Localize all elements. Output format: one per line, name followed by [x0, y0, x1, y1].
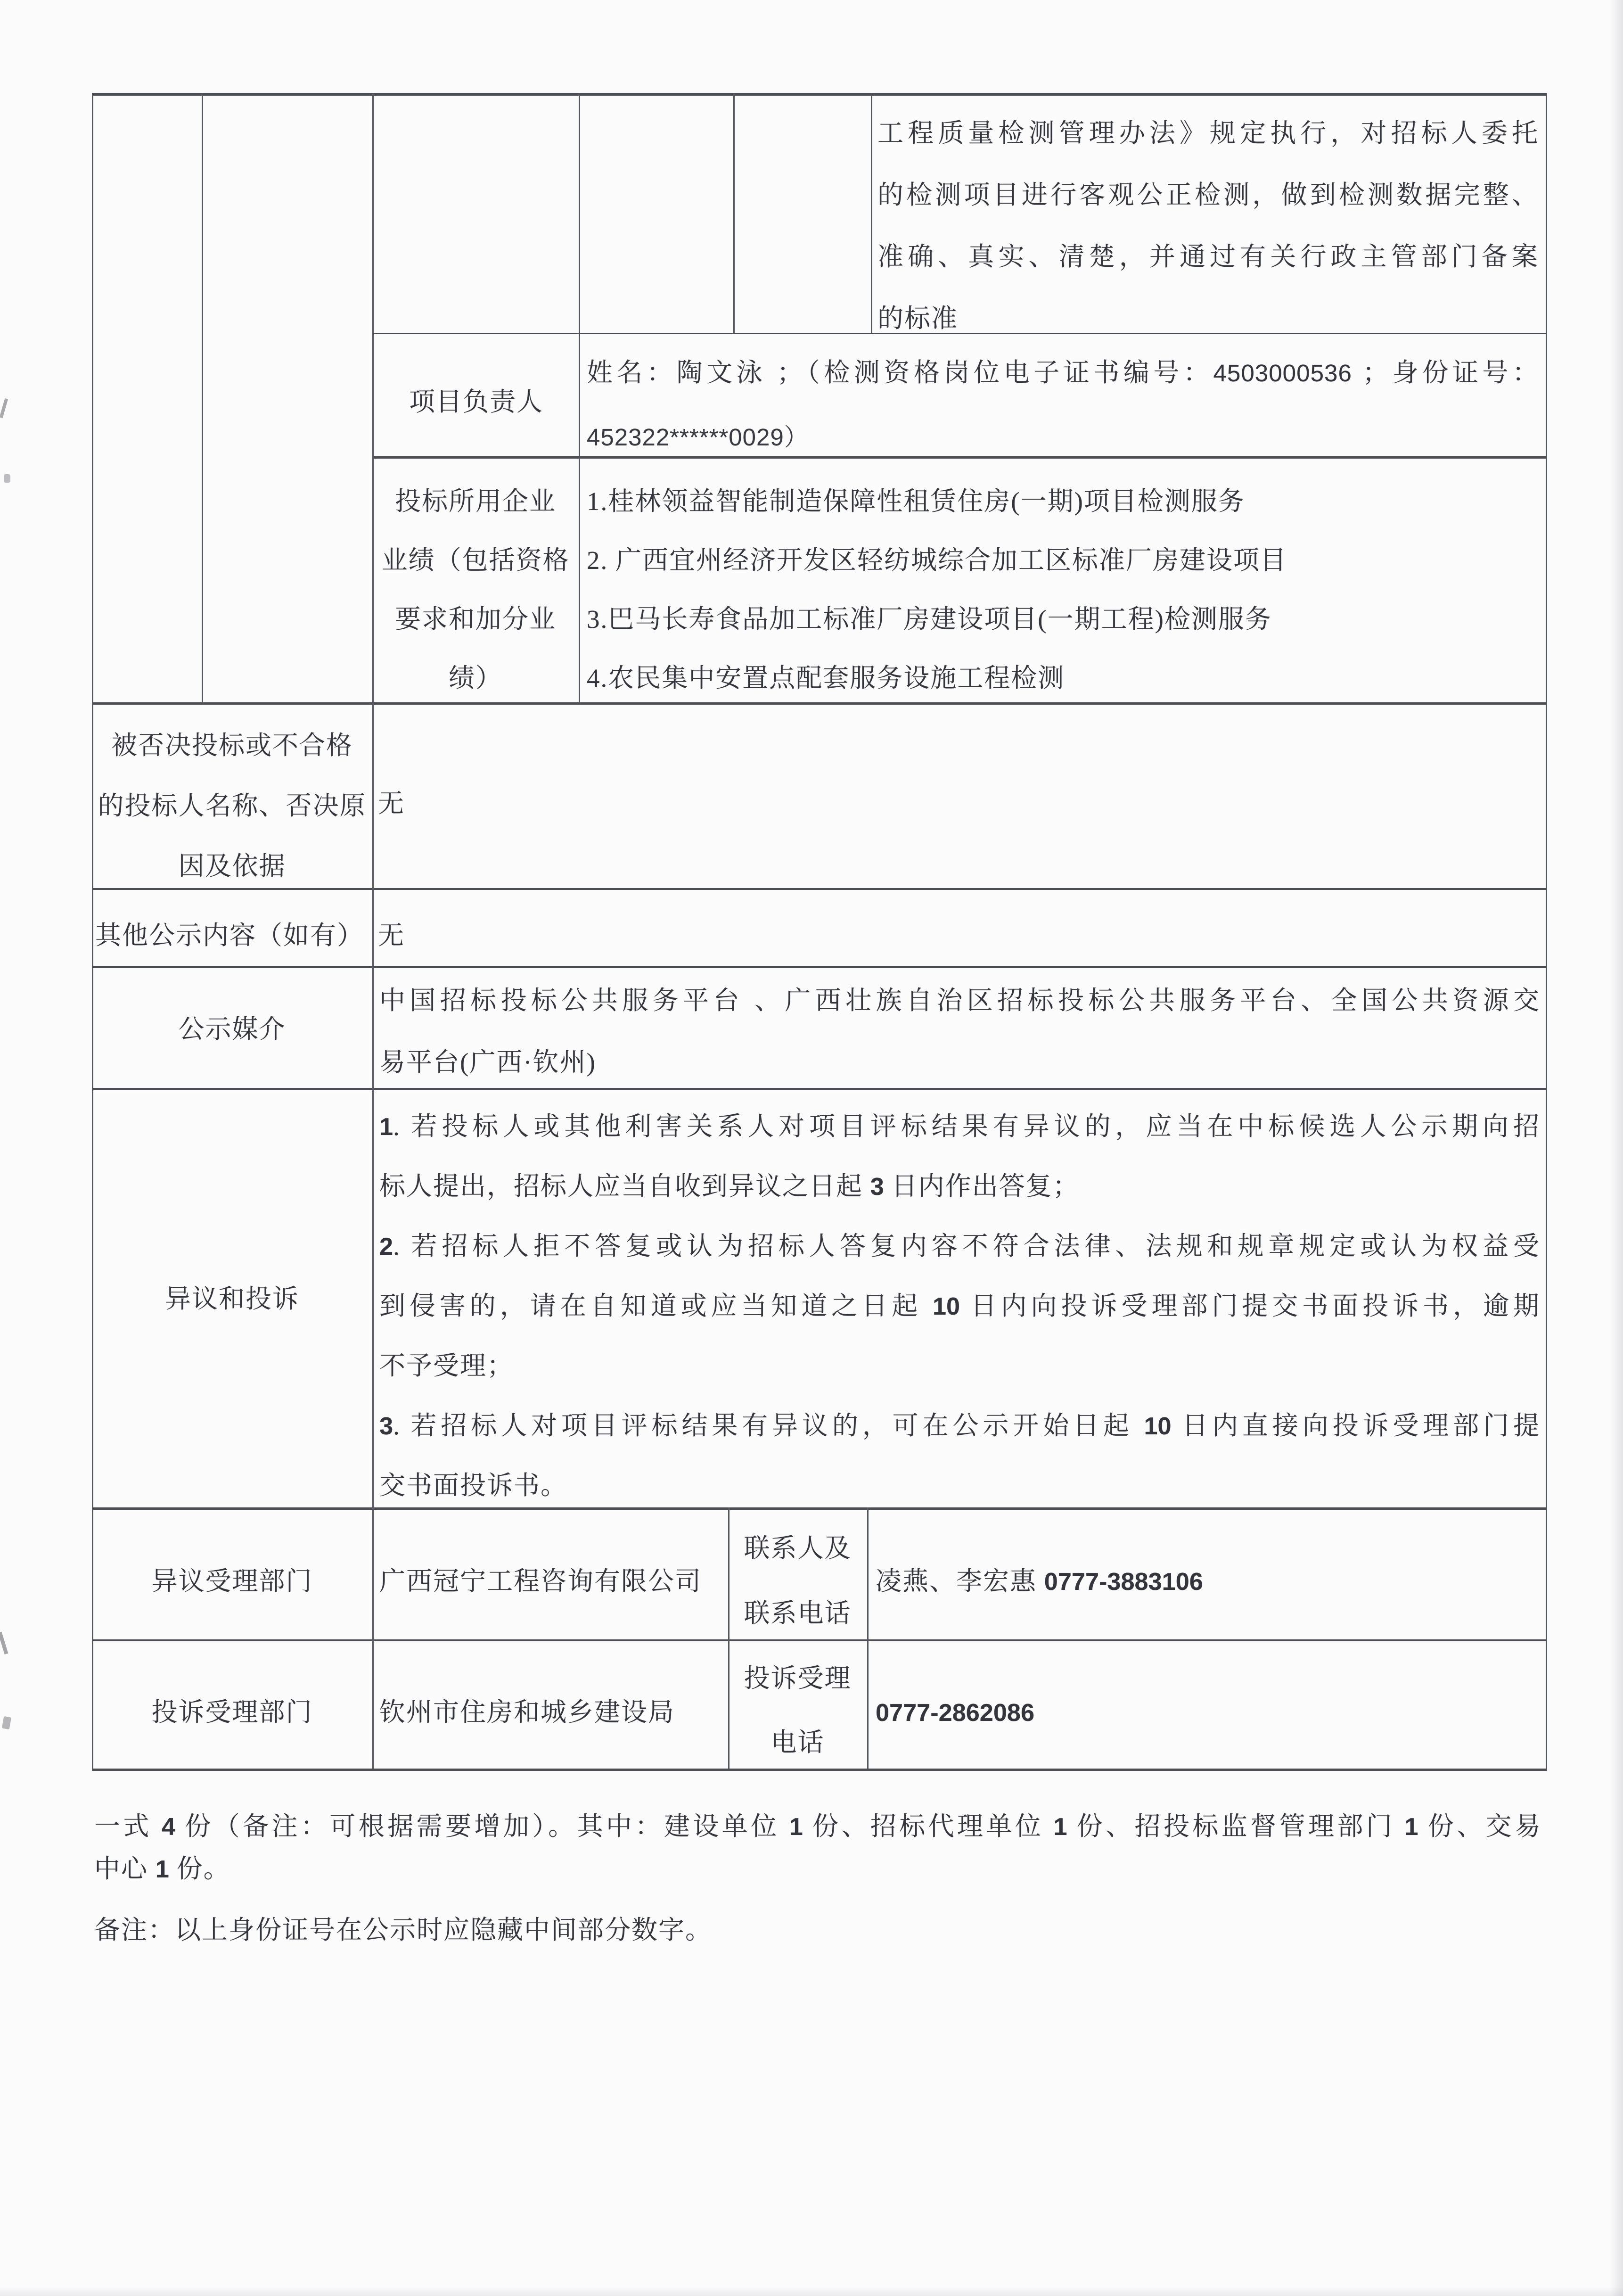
table-line-bottom	[92, 1769, 1546, 1771]
table-line-top	[92, 93, 1546, 96]
performance-label-line: 投标所用企业	[394, 487, 556, 516]
objection-line: 标人提出，招标人应当自收到异议之日起 3 日内作出答复；	[379, 1172, 1080, 1201]
remark-note: 备注：以上身份证号在公示时应隐藏中间部分数字。	[94, 1916, 713, 1944]
objection-dept-contact-label: 联系电话	[744, 1599, 852, 1628]
rejected-bidders-label-line: 的投标人名称、否决原	[98, 791, 367, 820]
table-line	[92, 1088, 1546, 1090]
leader-name-text: 姓名：陶文泳 ；（检测资格岗位电子证书编号：	[587, 358, 1213, 387]
scan-artifact	[0, 1628, 20, 1654]
rejected-bidders-label-line: 被否决投标或不合格	[111, 731, 353, 760]
paper-edge-shade	[1610, 0, 1623, 2296]
performance-label-line: 绩）	[448, 664, 502, 692]
media-label: 公示媒介	[178, 1015, 286, 1044]
certificate-number: 4503000536	[1213, 360, 1352, 387]
project-leader-id-number: 452322******0029）	[587, 424, 809, 451]
complaint-dept-label: 投诉受理部门	[151, 1698, 313, 1727]
performance-item: 3.巴马长寿食品加工标准厂房建设项目(一期工程)检测服务	[587, 605, 1272, 634]
other-content-value: 无	[378, 921, 405, 950]
rejected-bidders-label-line: 因及依据	[178, 852, 286, 881]
other-content-label: 其他公示内容（如有）	[95, 921, 364, 950]
complaint-dept-contact-label: 投诉受理	[744, 1664, 852, 1693]
objection-line: 3. 若招标人对项目评标结果有异议的，可在公示开始日起 10 日内直接向投诉受理部门提	[379, 1411, 1540, 1440]
table-line	[92, 1639, 1546, 1641]
media-line: 中国招标投标公共服务平台 、广西壮族自治区招标投标公共服务平台、全国公共资源交	[379, 986, 1540, 1015]
table-line	[871, 93, 872, 333]
performance-item: 2. 广西宜州经济开发区轻纺城综合加工区标准厂房建设项目	[587, 546, 1287, 575]
table-line	[579, 93, 580, 702]
table-line	[92, 702, 1546, 705]
objection-line: 1. 若投标人或其他利害关系人对项目评标结果有异议的，应当在中标候选人公示期向招	[379, 1112, 1540, 1141]
objection-dept-contact-label: 联系人及	[744, 1534, 852, 1563]
table-line	[372, 333, 1546, 334]
scan-artifact	[2, 1716, 11, 1729]
table-line	[92, 966, 1546, 968]
leader-id-text: ；身份证号：	[1352, 358, 1539, 387]
media-line: 易平台(广西·钦州)	[379, 1048, 596, 1077]
paper-edge-shade	[0, 2287, 1623, 2296]
continuation-line: 准确、真实、清楚，并通过有关行政主管部门备案	[877, 242, 1538, 271]
objection-label: 异议和投诉	[164, 1284, 299, 1313]
table-line	[92, 888, 1546, 890]
performance-label-line: 要求和加分业	[394, 605, 556, 634]
performance-item: 1.桂林领益智能制造保障性租赁住房(一期)项目检测服务	[587, 487, 1245, 516]
objection-line: 到侵害的，请在自知道或应当知道之日起 10 日内向投诉受理部门提交书面投诉书，逾期	[379, 1292, 1540, 1320]
continuation-line: 的标准	[877, 304, 959, 333]
project-leader-line1	[587, 357, 1539, 388]
objection-line: 不予受理；	[379, 1351, 514, 1380]
complaint-dept-contact-label: 电话	[771, 1728, 825, 1757]
table-line-right	[1546, 93, 1547, 1771]
table-line	[92, 1507, 1546, 1510]
objection-dept-label: 异议受理部门	[151, 1567, 313, 1596]
continuation-line: 的检测项目进行客观公正检测，做到检测数据完整、	[877, 181, 1538, 209]
performance-label-line: 业绩（包括资格	[381, 546, 570, 575]
objection-line: 2. 若招标人拒不答复或认为招标人答复内容不符合法律、法规和规章规定或认为权益受	[379, 1232, 1540, 1260]
table-line	[372, 456, 1546, 459]
objection-dept-org: 广西冠宁工程咨询有限公司	[379, 1567, 702, 1596]
copies-note-line: 一式 4 份（备注：可根据需要增加）。其中：建设单位 1 份、招标代理单位 1 份、招投标监督管理部门 1 份、交易	[94, 1812, 1541, 1841]
continuation-line: 工程质量检测管理办法》规定执行，对招标人委托	[877, 119, 1538, 148]
performance-item: 4.农民集中安置点配套服务设施工程检测	[587, 664, 1065, 692]
table-line	[372, 93, 374, 1769]
complaint-dept-org: 钦州市住房和城乡建设局	[379, 1698, 675, 1727]
scan-artifact	[0, 398, 18, 421]
complaint-dept-contact-value: 0777-2862086	[876, 1699, 1035, 1727]
table-line	[733, 93, 735, 333]
table-line	[867, 1507, 869, 1769]
objection-line: 交书面投诉书。	[379, 1471, 568, 1500]
table-line	[202, 93, 203, 702]
table-line-left	[92, 93, 93, 1771]
rejected-bidders-value: 无	[378, 789, 405, 818]
objection-dept-contact-value: 凌燕、李宏惠 0777-3883106	[876, 1567, 1203, 1596]
project-leader-label: 项目负责人	[409, 387, 543, 416]
copies-note-line: 中心 1 份。	[94, 1854, 230, 1883]
scan-artifact	[4, 474, 10, 483]
